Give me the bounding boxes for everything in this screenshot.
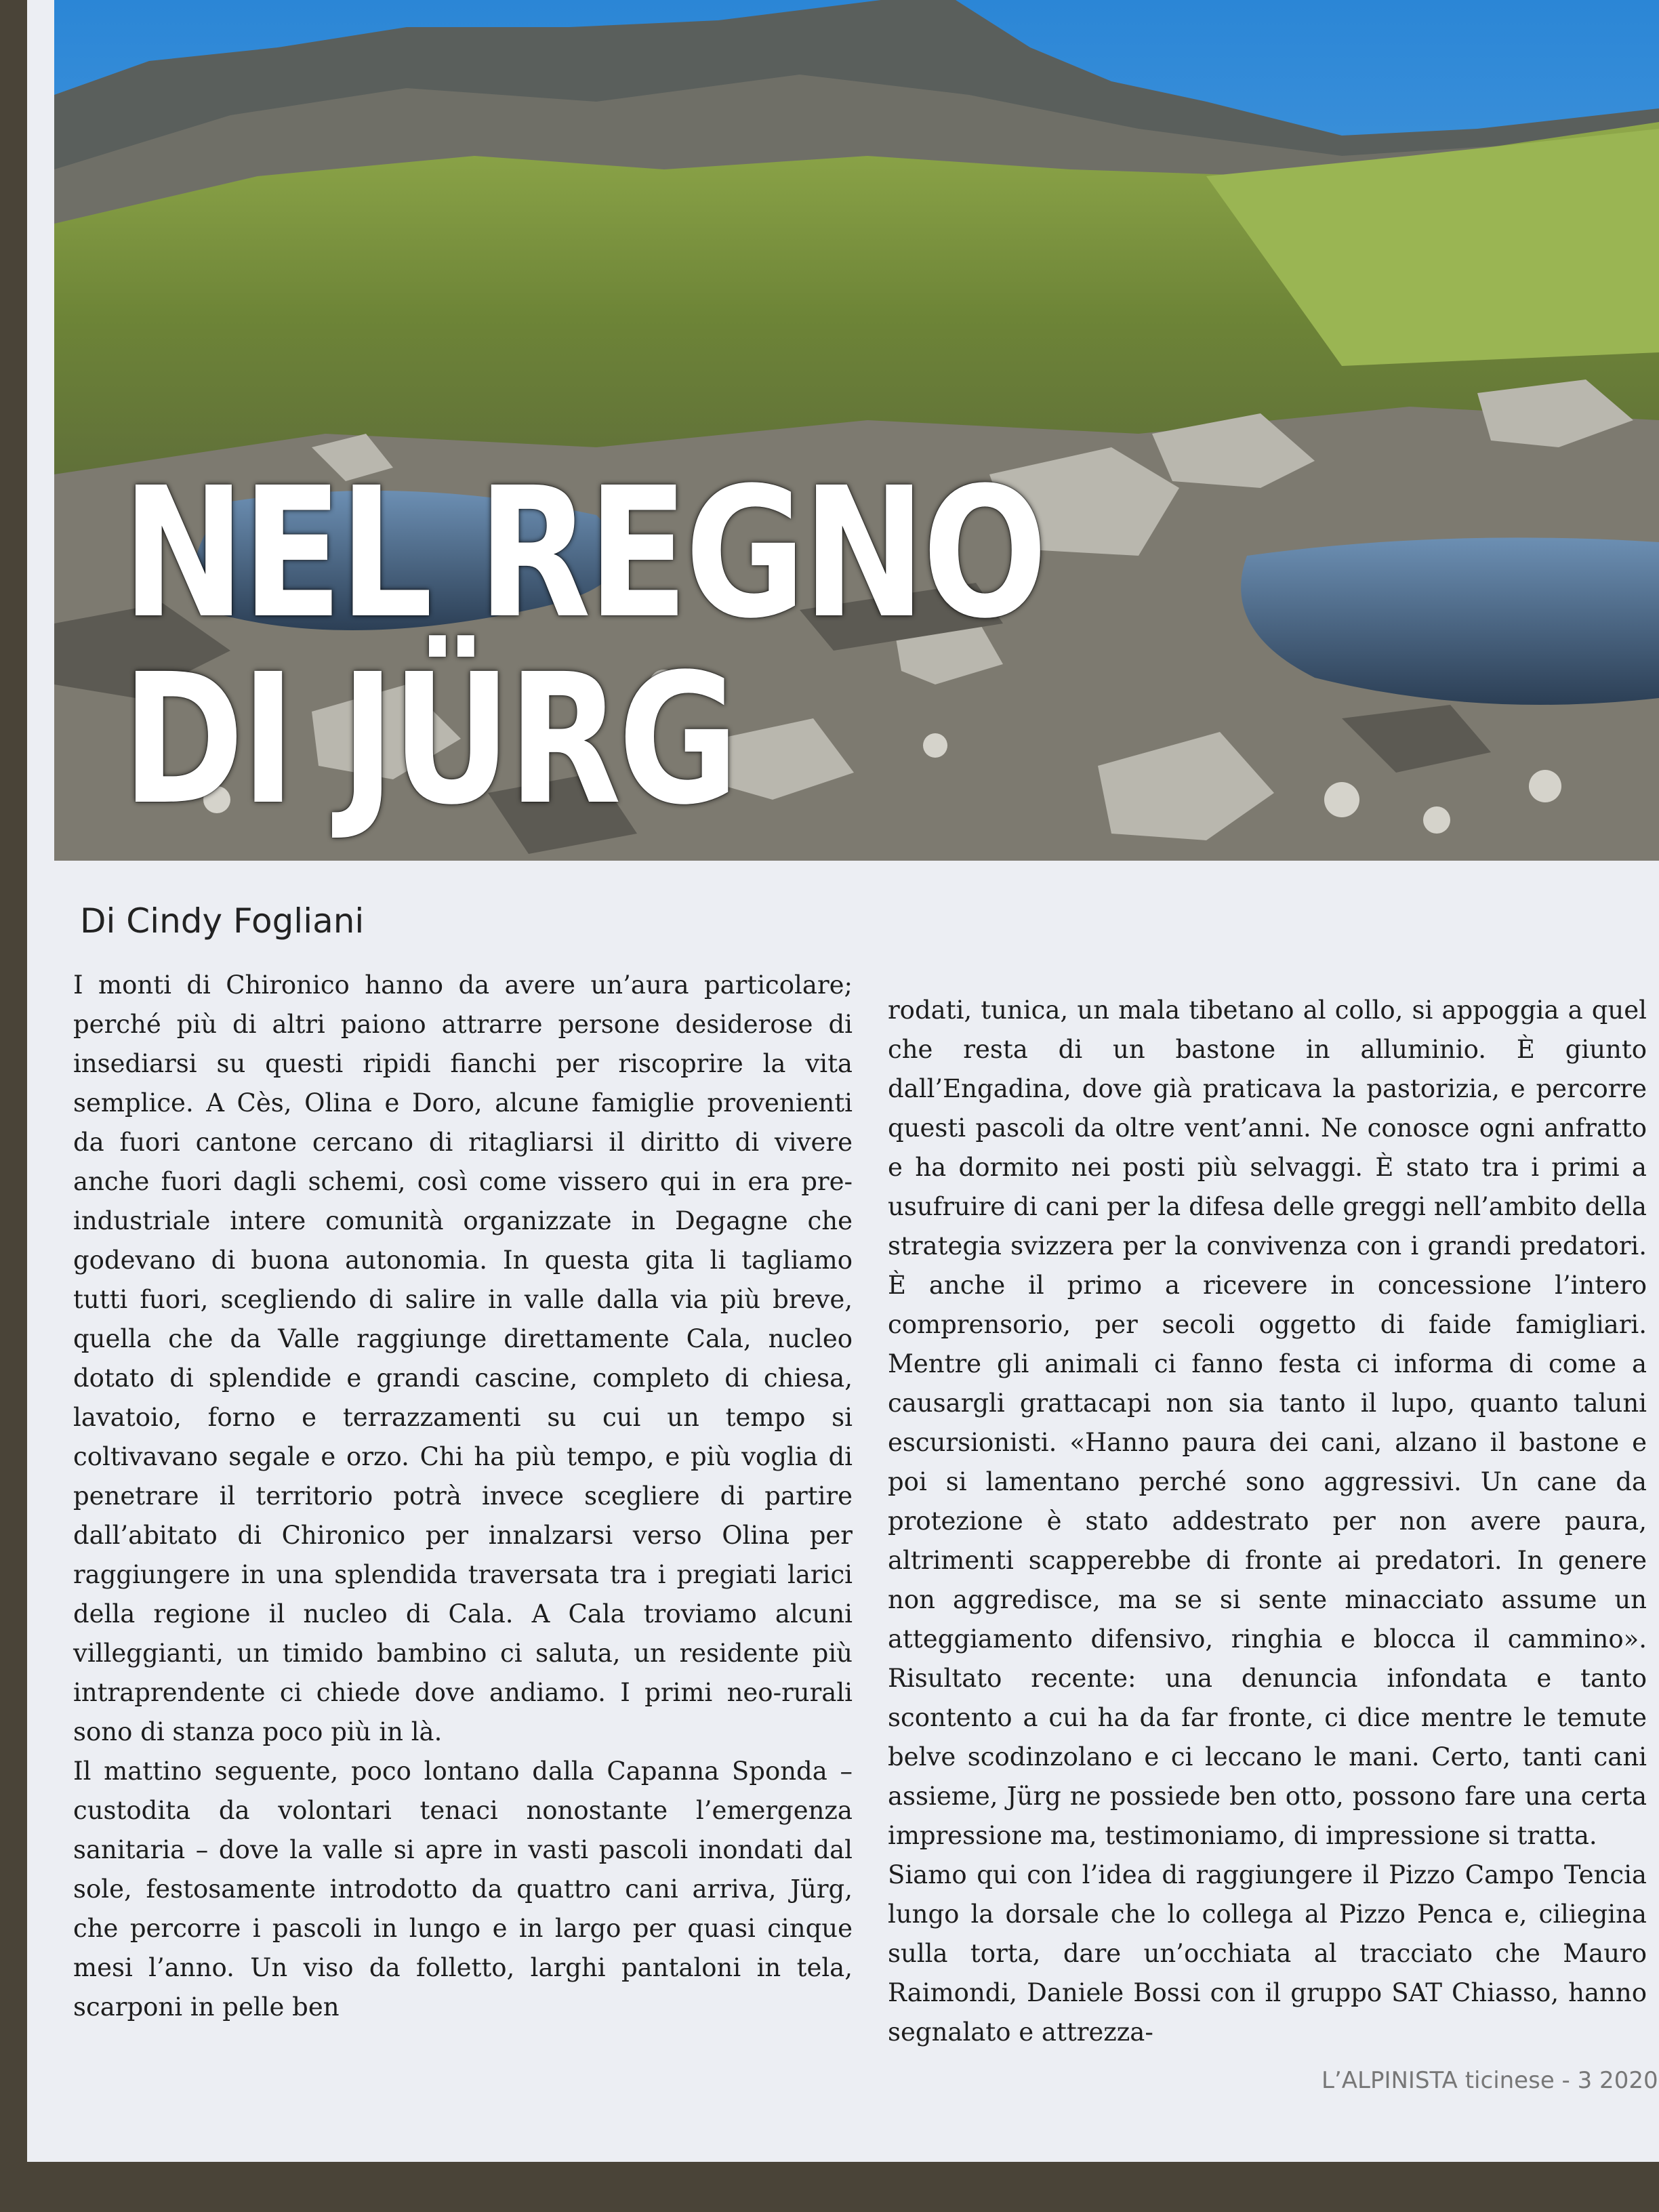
article-column-left [73,966,853,2027]
paragraph: Il mattino seguente, poco lontano dalla Capanna Sponda – custodita da volontari tenaci nonostante l’emergenza sanitaria – dove la valle si apre in vasti pascoli inondati dal sole, festosamente introdotto da quattro cani arriva, Jürg, che percorre i pascoli in lungo e in largo per quasi cinque mesi l’anno. Un viso da folletto, larghi pantaloni in tela, scarponi in pelle ben [73,1757,853,2022]
headline-line-2: DI JÜRG [122,636,736,844]
author-byline: Di Cindy Fogliani [80,901,365,941]
article-headline [122,449,1044,844]
paragraph: rodati, tunica, un mala tibetano al collo, si appoggia a quel che resta di un bastone in alluminio. È giunto dall’Engadina, dove già praticava la pastorizia, e percorre questi pascoli da oltre vent’anni. Ne conosce ogni anfratto e ha dormito nei posti più selvaggi. È stato tra i primi a usufruire di cani per la difesa delle greggi nell’ambito della strategia svizzera per la convivenza con i grandi predatori. È anche il primo a ricevere in concessione l’intero comprensorio, per secoli oggetto di faide famigliari. Mentre gli animali ci fanno festa ci informa di come a causargli grattacapi non sia tanto il lupo, quanto taluni escursionisti. «Hanno paura dei cani, alzano il bastone e poi si lamentano perché sono aggressivi. Un cane da protezione è stato addestrato per non avere paura, altrimenti scapperebbe di fronte ai predatori. In genere non aggredisce, ma se si sente minacciato assume un atteggiamento difensivo, ringhia e blocca il cammino». Risultato recente: una denuncia infondata e tanto scontento a cui ha da far fronte, ci dice mentre le temute belve scodinzolano e ci leccano le mani. Certo, tanti cani assieme, Jürg ne possiede ben otto, possono fare una certa impressione ma, testimoniamo, di impressione si tratta. [888,996,1647,1850]
paragraph: I monti di Chironico hanno da avere un’aura particolare; perché più di altri paiono attrarre persone desiderose di insediarsi su questi ripidi fianchi per riscoprire la vita semplice. A Cès, Olina e Doro, alcune famiglie provenienti da fuori cantone cercano di ritagliarsi il diritto di vivere anche fuori dagli schemi, così come vissero qui in era pre-industriale intere comunità organizzate in Degagne che godevano di buona autonomia. In questa gita li tagliamo tutti fuori, scegliendo di salire in valle dalla via più breve, quella che da Valle raggiunge direttamente Cala, nucleo dotato di splendide e grandi cascine, completo di chiesa, lavatoio, forno e terrazzamenti su cui un tempo si coltivavano segale e orzo. Chi ha più tempo, e più voglia di penetrare il territorio potrà invece scegliere di partire dall’abitato di Chironico per innalzarsi verso Olina per raggiungere in una splendida traversata tra i pregiati larici della regione il nucleo di Cala. A Cala troviamo alcuni villeggianti, un timido bambino ci saluta, un residente più intraprendente ci chiede dove andiamo. I primi neo-rurali sono di stanza poco più in là. [73,970,853,1746]
magazine-page [27,0,1659,2162]
article-column-right [888,991,1647,2052]
magazine-footer: L’ALPINISTA ticinese - 3 2020 [1322,2067,1658,2094]
paragraph: Siamo qui con l’idea di raggiungere il Pizzo Campo Tencia lungo la dorsale che lo collega al Pizzo Penca e, ciliegina sulla torta, dare un’occhiata al tracciato che Mauro Raimondi, Daniele Bossi con il gruppo SAT Chiasso, hanno segnalato e attrezza- [888,1860,1647,2047]
headline-line-1: NEL REGNO [122,449,1044,658]
